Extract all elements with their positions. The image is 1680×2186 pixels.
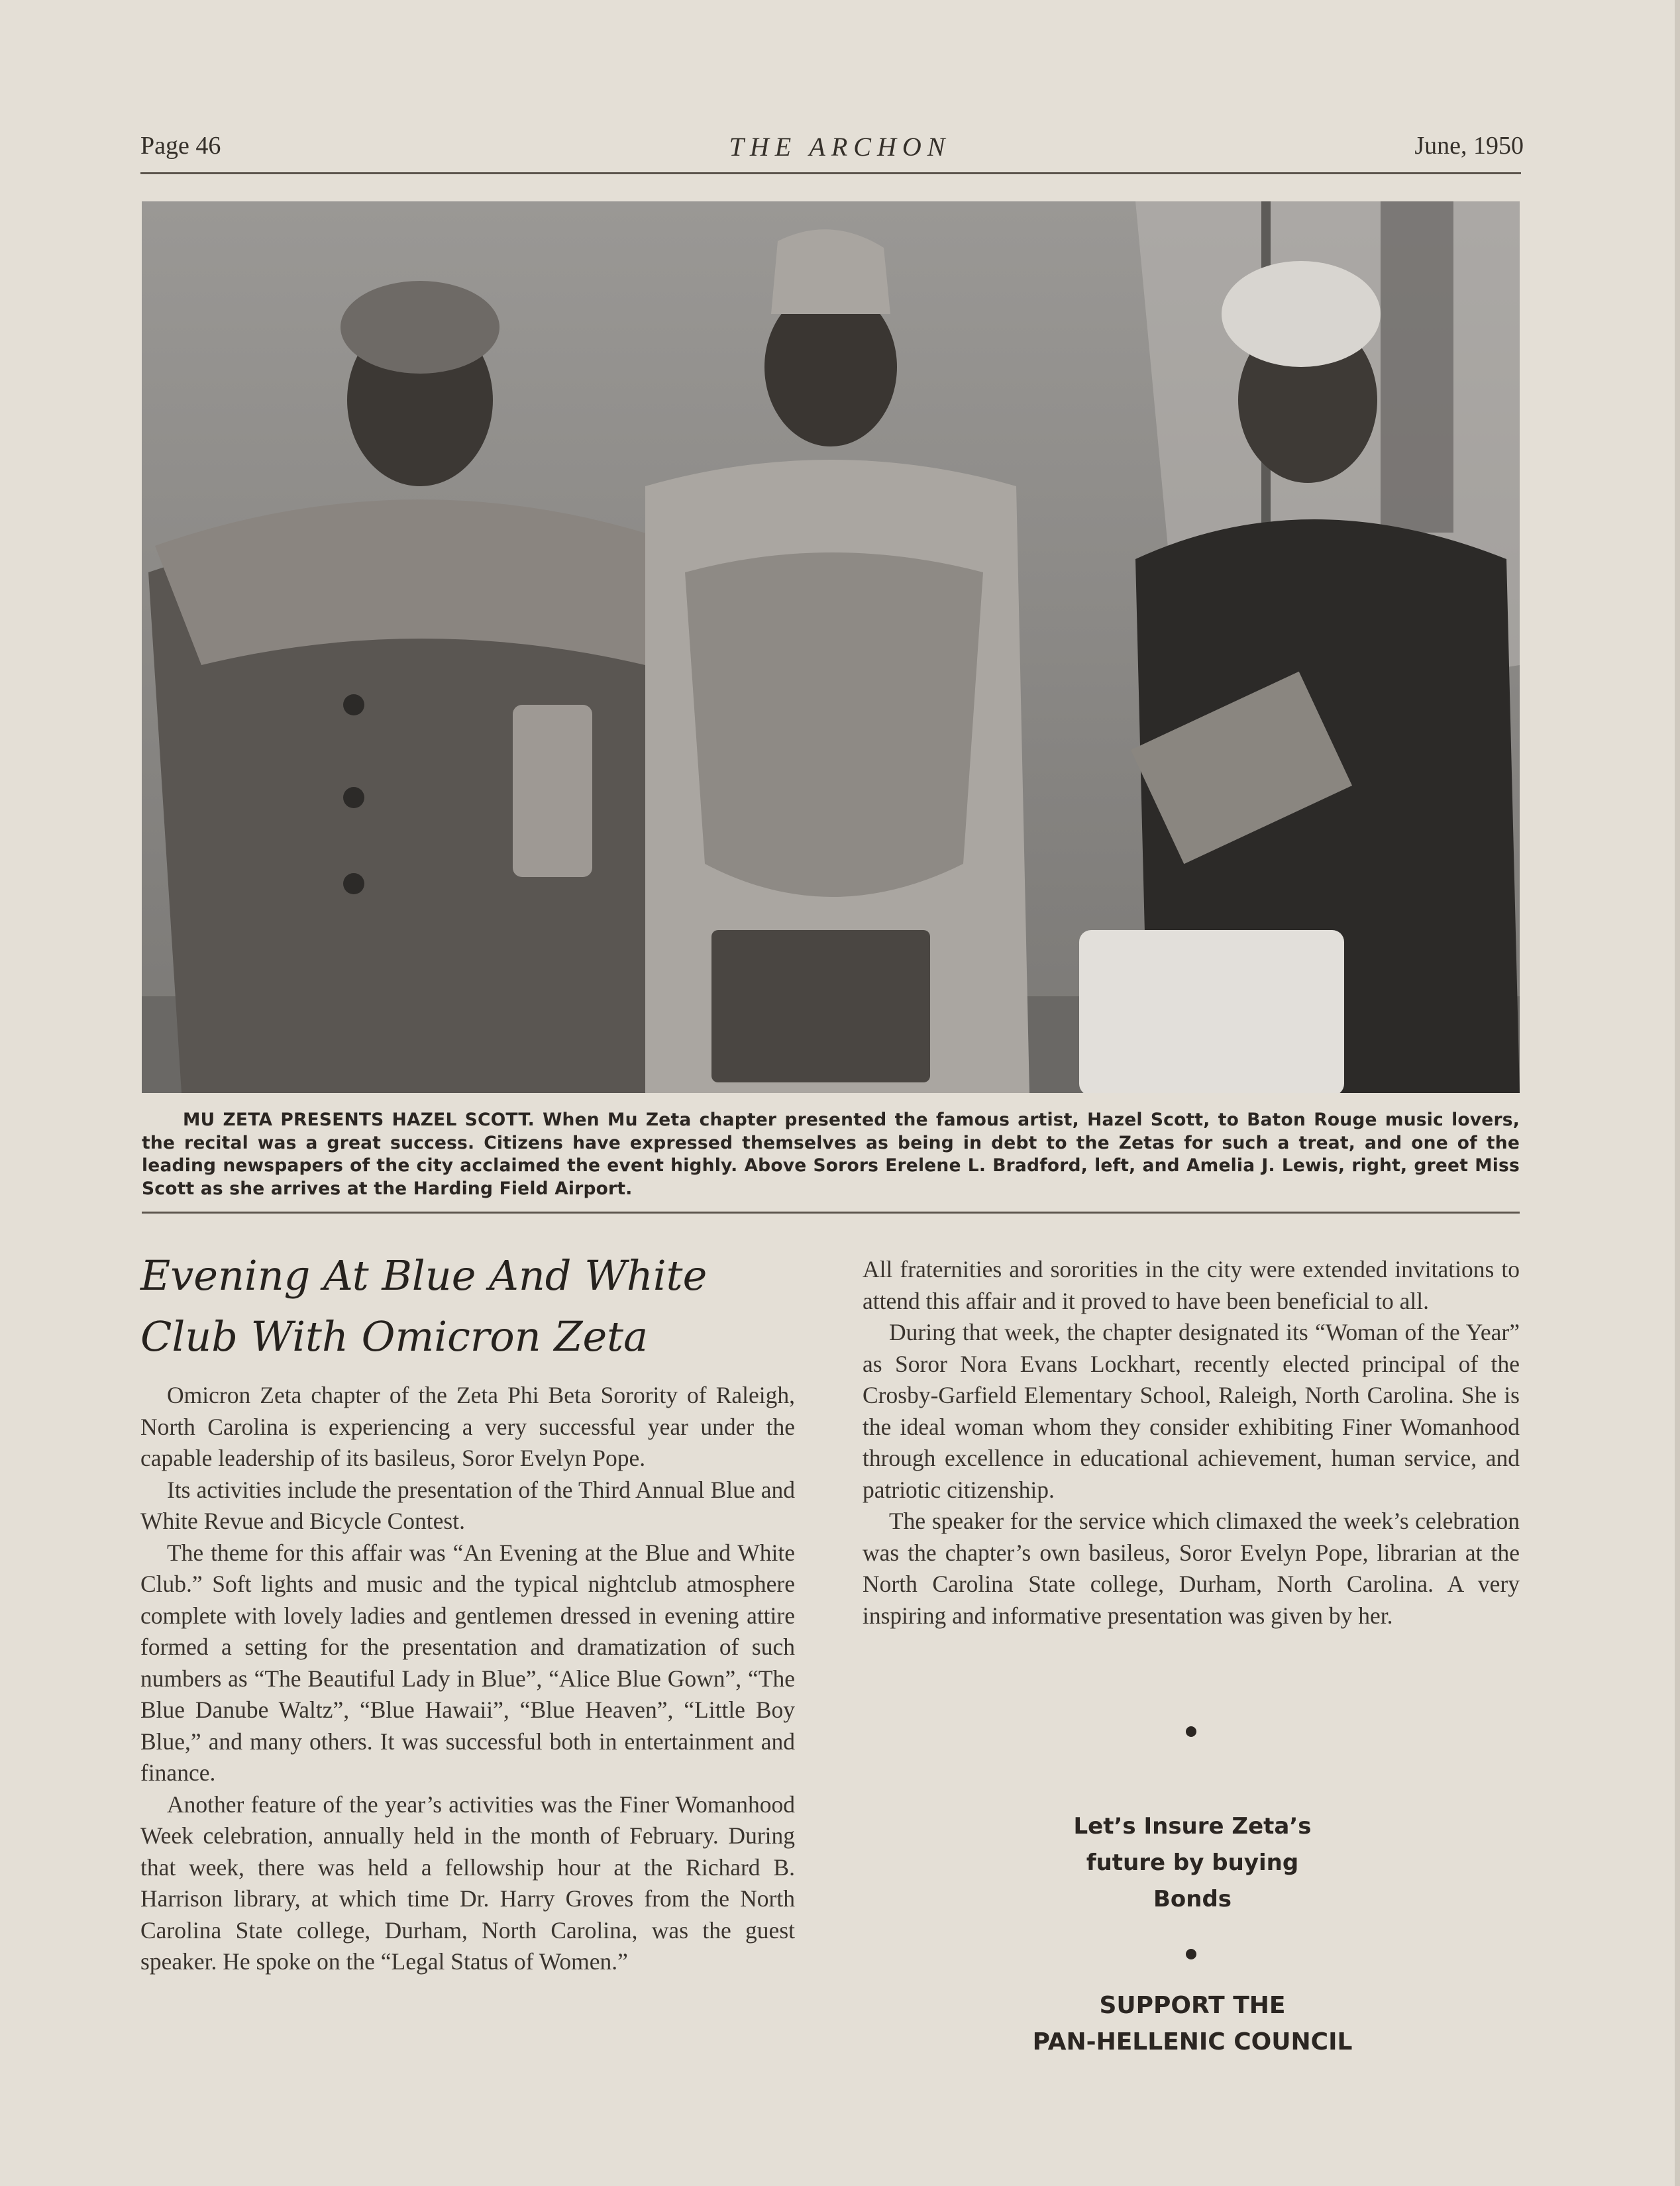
article-column-left <box>140 1380 795 1978</box>
bullet-separator <box>1186 1949 1196 1959</box>
bullet-separator <box>1186 1726 1196 1737</box>
issue-date: June, 1950 <box>1414 132 1524 160</box>
article-paragraph: Another feature of the year’s activities was the Finer Womanhood Week celebration, annually held in the month of February. During that week, there was held a fellowship hour at the Richard B. Harrison library, at which time Dr. Harry Groves from the North Carolina State college, Durham, North Carolina, was the guest speaker. He spoke on the “Legal Status of Women.” <box>140 1791 795 1975</box>
article-title <box>140 1245 803 1367</box>
publication-title: THE ARCHON <box>729 132 951 162</box>
article-paragraph: Its activities include the presentation of the Third Annual Blue and White Revue and Bicycle Contest. <box>140 1476 795 1534</box>
page-edge <box>1675 0 1680 2186</box>
caption-heading: MU ZETA PRESENTS HAZEL SCOTT. <box>183 1110 535 1130</box>
page-number: Page 46 <box>140 132 221 160</box>
article-paragraph: All fraternities and sororities in the city were extended invitations to attend this affair and it proved to have been beneficial to all. <box>863 1256 1520 1314</box>
photo-illustration <box>142 201 1520 1093</box>
bonds-promo <box>941 1808 1444 1918</box>
photo-caption <box>142 1109 1520 1200</box>
article-paragraph: Omicron Zeta chapter of the Zeta Phi Beta Sorority of Raleigh, North Carolina is experiencing a very successful year under the capable leadership of its basileus, Soror Evelyn Pope. <box>140 1382 795 1471</box>
article-paragraph: The theme for this affair was “An Evening at the Blue and White Club.” Soft lights and music and the typical nightclub atmosphere complete with lovely ladies and gentlemen dressed in evening attire formed a setting for the presentation and dramatization of such numbers as “The Beautiful Lady in Blue”, “Alice Blue Gown”, “The Blue Danube Waltz”, “Blue Hawaii”, “Blue Heaven”, “Little Boy Blue,” and many others. It was successful both in entertainment and finance. <box>140 1539 795 1786</box>
article-title-line-1: Evening At Blue And White <box>140 1251 708 1300</box>
photograph-three-women-airport <box>142 201 1520 1093</box>
bonds-promo-line: Let’s Insure Zeta’s <box>1073 1813 1312 1840</box>
article-paragraph: The speaker for the service which climaxed the week’s celebration was the chapter’s own basileus, Soror Evelyn Pope, librarian at the North Carolina State college, Durham, North Carolina. A very inspiring and informative presentation was given by her. <box>863 1508 1520 1629</box>
bonds-promo-line: Bonds <box>1153 1886 1232 1912</box>
caption-rule <box>142 1212 1520 1214</box>
article-paragraph: During that week, the chapter designated its “Woman of the Year” as Soror Nora Evans Lockhart, recently elected principal of the Crosby-Garfield Elementary School, Raleigh, North Carolina. She is the ideal woman whom they consider exhibiting Finer Womanhood through excellence in educational achievement, human service, and patriotic citizenship. <box>863 1319 1520 1503</box>
pan-hellenic-promo-line: PAN-HELLENIC COUNCIL <box>1032 2028 1353 2056</box>
bonds-promo-line: future by buying <box>1086 1849 1299 1876</box>
article-title-line-2: Club With Omicron Zeta <box>140 1312 649 1361</box>
pan-hellenic-promo-line: SUPPORT THE <box>1099 1992 1286 2019</box>
caption-body: When Mu Zeta chapter presented the famous artist, Hazel Scott, to Baton Rouge music lovers, the recital was a great success. Citizens have expressed themselves as being in debt to the Zetas for such a treat, and one of the leading newspapers of the city acclaimed the event highly. Above Sorors Erelene L. Bradford, left, and Amelia J. Lewis, right, greet Miss Scott as she arrives at the Harding Field Airport. <box>142 1110 1520 1199</box>
article-column-right <box>863 1254 1520 1632</box>
pan-hellenic-promo <box>941 1987 1444 2060</box>
header-rule <box>140 172 1521 174</box>
